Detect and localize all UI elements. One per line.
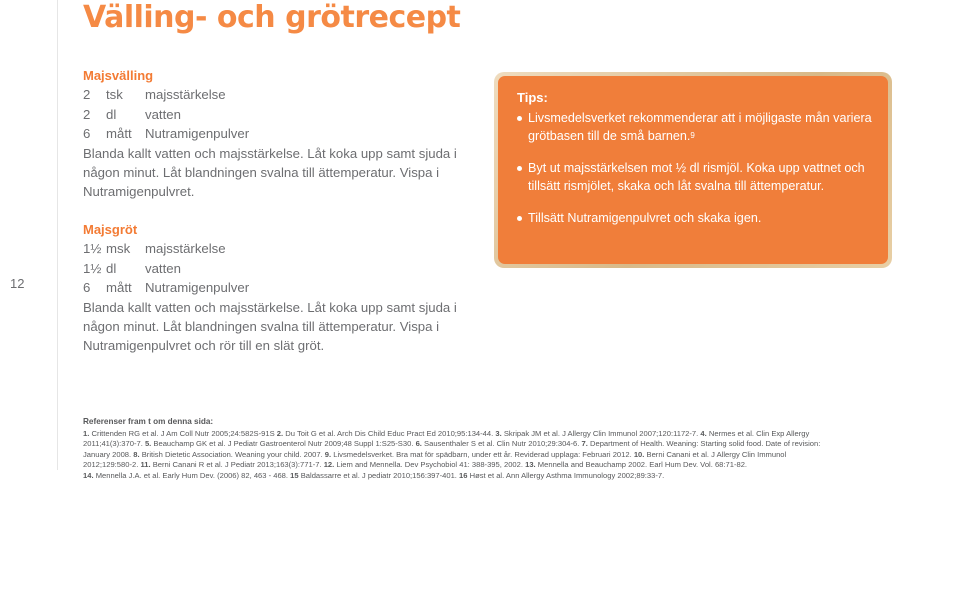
reference-text: Liem and Mennella. Dev Psychobiol 41: 388-395, 2002.: [336, 460, 523, 470]
ingredient-row: [83, 278, 463, 297]
reference-number: 3.: [495, 428, 502, 438]
reference-number: 1.: [83, 428, 90, 438]
page-title: Välling- och grötrecept: [83, 0, 461, 35]
reference-text: Beauchamp GK et al. J Pediatr Gastroenterol Nutr 2009;48 Suppl 1:S25-S30.: [153, 439, 414, 449]
ingredient-qty: 6: [83, 280, 91, 296]
reference-number: 7.: [581, 439, 588, 449]
ingredient-name: vatten: [145, 106, 181, 122]
ingredient-row: [83, 239, 463, 258]
ingredient-name: majsstärkelse: [145, 241, 226, 257]
ingredient-unit: msk: [106, 241, 131, 257]
tip-text: Byt ut majsstärkelsen mot ½ dl rismjöl. Koka upp vattnet och tillsätt rismjölet, skaka och låt svalna till ättemperatur.: [528, 161, 865, 193]
tips-list: [517, 109, 872, 227]
recipe-instructions: Blanda kallt vatten och majsstärkelse. Låt koka upp samt sjuda i någon minut. Låt blandningen svalna till ättemperatur. Vispa i Nutramigenpulvret och rör till en slät gröt.: [83, 299, 457, 354]
ingredient-qty: 2: [83, 87, 91, 103]
reference-text: Høst et al. Ann Allergy Asthma Immunology 2002;89:33-7.: [469, 470, 665, 480]
reference-text: Mennella and Beauchamp 2002. Earl Hum Dev. Vol. 68:71-82.: [537, 460, 748, 470]
recipe-heading: Majsvälling: [83, 68, 154, 83]
ingredient-unit: mått: [106, 126, 132, 142]
ingredient-name: vatten: [145, 260, 181, 276]
tip-reference-superscript: 9: [690, 131, 695, 140]
reference-number: 16: [459, 470, 468, 480]
recipe-heading: Majsgröt: [83, 222, 138, 237]
ingredient-unit: dl: [106, 260, 117, 276]
reference-text: Du Toit G et al. Arch Dis Child Educ Pract Ed 2010;95:134-44.: [285, 428, 494, 438]
reference-text: British Dietetic Association. Weaning your child. 2007.: [141, 449, 323, 459]
tips-title: Tips:: [517, 90, 548, 105]
ingredient-name: majsstärkelse: [145, 87, 226, 103]
ingredient-qty: 6: [83, 126, 91, 142]
ingredient-qty: 1½: [83, 241, 102, 257]
recipe-instructions: Blanda kallt vatten och majsstärkelse. Låt koka upp samt sjuda i någon minut. Låt blandningen svalna till ättemperatur. Vispa i Nutramigenpulvret.: [83, 145, 457, 200]
reference-text: Berni Canani R et al. J Pediatr 2013;163(3):771-7.: [152, 460, 322, 470]
reference-text: Sausenthaler S et al. Clin Nutr 2010;29:304-6.: [424, 439, 580, 449]
ingredient-qty: 2: [83, 106, 91, 122]
tip-text: Livsmedelsverket rekommenderar att i möjligaste mån variera grötbasen till de små barnen.: [528, 111, 872, 143]
reference-line: [83, 439, 843, 450]
reference-number: 11.: [140, 460, 151, 470]
reference-line: [83, 450, 843, 461]
reference-text: Baldassarre et al. J pediatr 2010;156:397-401.: [300, 470, 457, 480]
reference-line: [83, 429, 843, 440]
tip-item: [517, 209, 872, 227]
reference-line: [83, 460, 843, 471]
reference-text: Livsmedelsverket. Bra mat för spädbarn, under ett år. Reviderad upplaga: Februari 2012.: [333, 449, 632, 459]
reference-text: Crittenden RG et al. J Am Coll Nutr 2005;24:582S-91S: [91, 428, 275, 438]
page-number: 12: [10, 276, 25, 291]
references-lines: [83, 429, 843, 482]
tip-item: [517, 159, 872, 195]
reference-number: 8.: [133, 449, 140, 459]
reference-text: Skripak JM et al. J Allergy Clin Immunol 2007;120:1172-7.: [503, 428, 699, 438]
reference-number: 6.: [415, 439, 422, 449]
reference-number: 13.: [525, 460, 536, 470]
recipe-majsgrot: [83, 220, 463, 356]
reference-text: January 2008.: [83, 449, 132, 459]
reference-text: 2011;41(3):370-7.: [83, 439, 143, 449]
reference-number: 15: [290, 470, 299, 480]
tips-box: [498, 76, 888, 264]
ingredient-row: [83, 105, 463, 124]
reference-text: Department of Health. Weaning: Starting solid food. Date of revision:: [589, 439, 821, 449]
tips-box-frame: [494, 72, 892, 268]
ingredient-name: Nutramigenpulver: [145, 126, 250, 142]
reference-text: 2012;129:580-2.: [83, 460, 139, 470]
reference-number: 2.: [276, 428, 284, 438]
recipe-majsvalling: [83, 66, 463, 202]
references: [83, 417, 843, 482]
ingredient-name: Nutramigenpulver: [145, 280, 250, 296]
ingredient-row: [83, 124, 463, 143]
reference-number: 10.: [633, 449, 645, 459]
tip-text: Tillsätt Nutramigenpulvret och skaka igen.: [528, 211, 762, 225]
reference-number: 4.: [700, 428, 707, 438]
reference-line: [83, 471, 843, 482]
ingredient-qty: 1½: [83, 260, 102, 276]
reference-number: 9.: [324, 449, 332, 459]
ingredient-unit: tsk: [106, 87, 123, 103]
reference-number: 14.: [83, 470, 94, 480]
tip-item: [517, 109, 872, 145]
ingredient-row: [83, 259, 463, 278]
reference-text: Berni Canani et al. J Allergy Clin Immunol: [646, 449, 787, 459]
side-rule: [57, 0, 58, 470]
reference-text: Mennella J.A. et al. Early Hum Dev. (2006) 82, 463 - 468.: [95, 470, 289, 480]
ingredient-row: [83, 85, 463, 104]
ingredient-unit: dl: [106, 106, 117, 122]
reference-number: 5.: [144, 439, 152, 449]
reference-number: 12.: [323, 460, 335, 470]
references-title: Referenser fram t om denna sida:: [83, 417, 214, 426]
ingredient-unit: mått: [106, 280, 132, 296]
reference-text: Nermes et al. Clin Exp Allergy: [708, 428, 810, 438]
